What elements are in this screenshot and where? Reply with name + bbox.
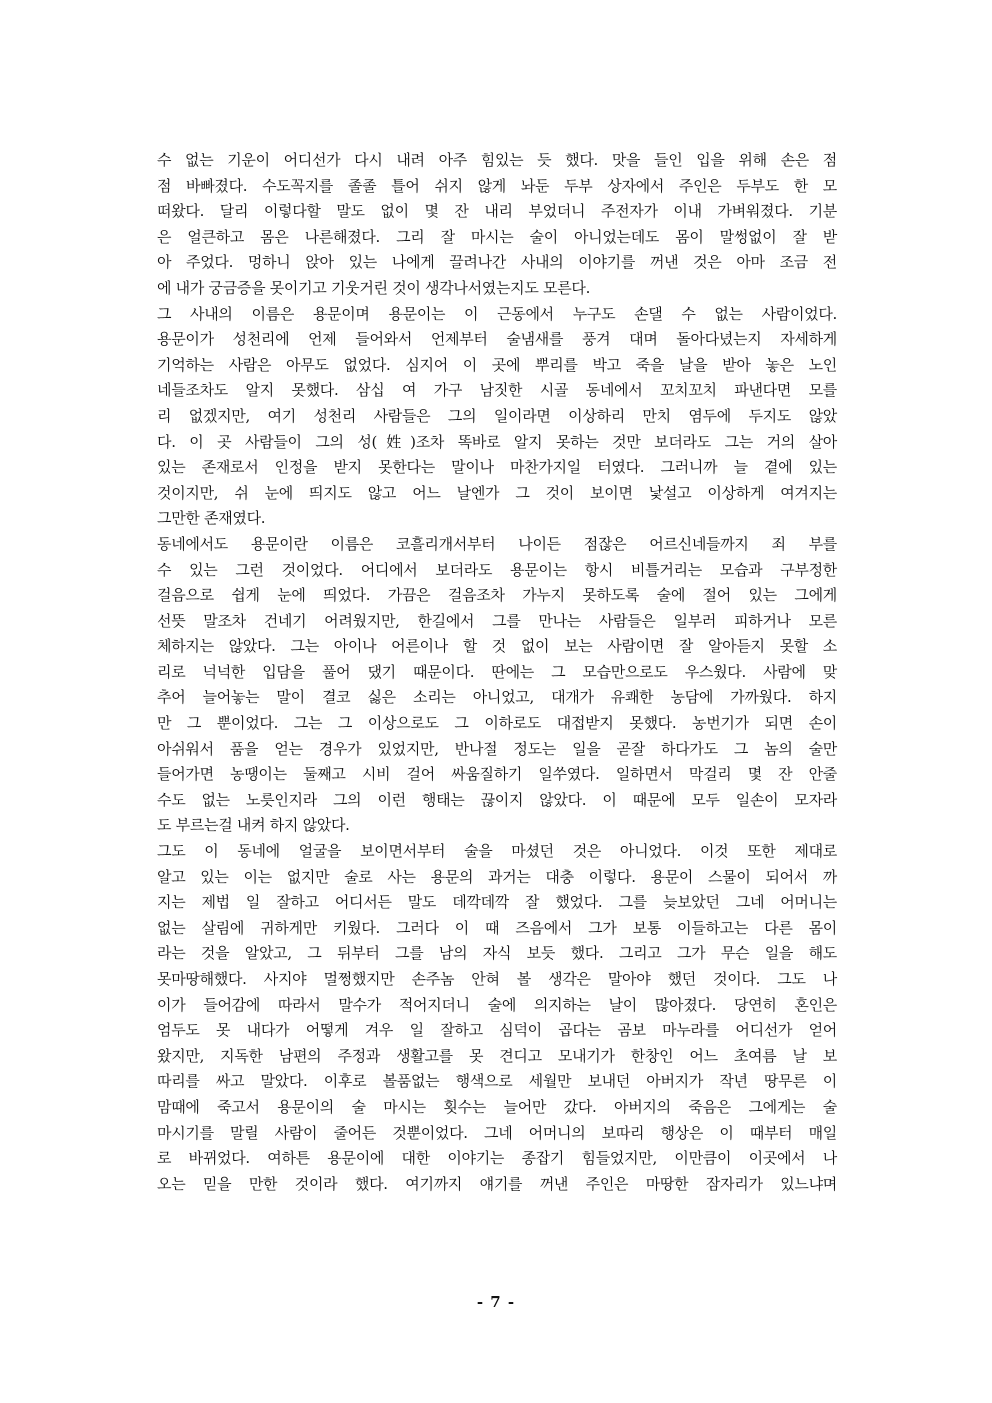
text-line: 선뜻 말조차 건네기 어려웠지만, 한길에서 그를 만나는 사람들은 일부러 피하거나 모른 xyxy=(157,611,837,630)
text-line: 추어 늘어놓는 말이 결코 싫은 소리는 아니었고, 대개가 유쾌한 농담에 가까웠다. 하지 xyxy=(157,688,837,707)
text-line: 수도 없는 노릇인지라 그의 이런 행태는 끊이지 않았다. 이 때문에 모두 일손이 모자라 xyxy=(157,790,837,809)
text-line: 수 없는 기운이 어디선가 다시 내려 아주 힘있는 듯 했다. 맛을 들인 입을 위해 손은 점 xyxy=(157,151,837,169)
text-line: 걸음으로 쉽게 눈에 띄었다. 가끔은 걸음조차 가누지 못하도록 술에 절어 있는 그에게 xyxy=(157,586,837,605)
text-line: 에 내가 궁금증을 못이기고 기웃거린 것이 생각나서였는지도 모른다. xyxy=(157,278,591,297)
text-line: 점 바빠졌다. 수도꼭지를 졸졸 틀어 쉬지 않게 놔둔 두부 상자에서 주인은 두부도 한 모 xyxy=(157,176,837,195)
text-line: 아쉬워서 품을 얻는 경우가 있었지만, 반나절 정도는 일을 곧잘 하다가도 그 놈의 술만 xyxy=(157,739,837,758)
text-line: 마시기를 말릴 사람이 줄어든 것뿐이었다. 그네 어머니의 보따리 행상은 이 때부터 매일 xyxy=(157,1123,837,1142)
text-line: 있는 존재로서 인정을 받지 못한다는 말이나 마찬가지일 터였다. 그러니까 늘 곁에 있는 xyxy=(157,458,837,477)
text-line: 기억하는 사람은 아무도 없었다. 심지어 이 곳에 뿌리를 박고 죽을 날을 받아 놓은 노인 xyxy=(157,355,837,374)
text-line: 로 바뀌었다. 여하튼 용문이에 대한 이야기는 종잡기 힘들었지만, 이만큼이 이곳에서 나 xyxy=(157,1149,837,1168)
text-line: 만 그 뿐이었다. 그는 그 이상으로도 그 이하로도 대접받지 못했다. 농번기가 되면 손이 xyxy=(157,714,837,733)
text-line: 따리를 싸고 말았다. 이후로 볼품없는 행색으로 세월만 보내던 아버지가 작년 땅무른 이 xyxy=(157,1072,837,1091)
text-line: 수 있는 그런 것이었다. 어디에서 보더라도 용문이는 항시 비틀거리는 모습과 구부정한 xyxy=(157,560,837,579)
text-line: 떠왔다. 달리 이렇다할 말도 없이 몇 잔 내리 부었더니 주전자가 이내 가벼워졌다. 기분 xyxy=(157,202,837,221)
text-line: 동네에서도 용문이란 이름은 코흘리개서부터 나이든 점잖은 어르신네들까지 죄 부를 xyxy=(157,534,837,553)
body-text xyxy=(157,148,837,1197)
text-line: 못마땅해했다. 사지야 멀쩡했지만 손주놈 안혀 볼 생각은 말아야 했던 것이다. 그도 나 xyxy=(157,970,837,988)
text-line: 것이지만, 쉬 눈에 띄지도 않고 어느 날엔가 그 것이 보이면 낯설고 이상하게 여겨지는 xyxy=(157,483,837,502)
text-line: 지는 제법 일 잘하고 어디서든 말도 데깍데깍 잘 했었다. 그를 늦보았던 그네 어머니는 xyxy=(157,893,837,912)
text-line: 왔지만, 지독한 남편의 주정과 생활고를 못 견디고 모내기가 한창인 어느 초여름 날 보 xyxy=(157,1046,837,1065)
text-line: 라는 것을 알았고, 그 뒤부터 그를 남의 자식 보듯 했다. 그리고 그가 무슨 일을 해도 xyxy=(157,944,837,963)
page-number: - 7 - xyxy=(476,1293,516,1311)
text-line: 그도 이 동네에 얼굴을 보이면서부터 술을 마셨던 것은 아니었다. 이것 또한 제대로 xyxy=(157,842,837,861)
text-line: 도 부르는걸 내켜 하지 않았다. xyxy=(157,816,350,835)
text-line: 들어가면 농땡이는 둘째고 시비 걸어 싸움질하기 일쑤였다. 일하면서 막걸리 몇 잔 안줄 xyxy=(157,765,837,784)
text-line: 리 없겠지만, 여기 성천리 사람들은 그의 일이라면 이상하리 만치 염두에 두지도 않았 xyxy=(157,406,837,425)
text-line: 이가 들어감에 따라서 말수가 적어지더니 술에 의지하는 날이 많아졌다. 당연히 혼인은 xyxy=(157,995,837,1014)
text-line: 그 사내의 이름은 용문이며 용문이는 이 근동에서 누구도 손댈 수 없는 사람이었다. xyxy=(157,304,837,323)
text-line: 다. 이 곳 사람들이 그의 성(姓)조차 똑바로 알지 못하는 것만 보더라도 그는 거의 살아 xyxy=(157,432,837,451)
text-line: 엄두도 못 내다가 어떻게 겨우 일 잘하고 심덕이 곱다는 곰보 마누라를 어디선가 얻어 xyxy=(157,1021,837,1040)
text-line: 알고 있는 이는 없지만 술로 사는 용문의 과거는 대충 이렇다. 용문이 스물이 되어서 까 xyxy=(157,867,837,886)
text-line: 은 얼큰하고 몸은 나른해졌다. 그리 잘 마시는 술이 아니었는데도 몸이 말썽없이 잘 받 xyxy=(157,227,837,246)
text-line: 없는 살림에 귀하게만 키웠다. 그러다 이 때 즈음에서 그가 보통 이들하고는 다른 몸이 xyxy=(157,918,837,937)
text-line: 용문이가 성천리에 언제 들어와서 언제부터 술냄새를 풍겨 대며 돌아다녔는지 자세하게 xyxy=(157,330,837,349)
text-line: 체하지는 않았다. 그는 아이나 어른이나 할 것 없이 보는 사람이면 잘 알아듣지 못할 소 xyxy=(157,637,837,656)
text-line: 네들조차도 알지 못했다. 삼십 여 가구 남짓한 시골 동네에서 꼬치꼬치 파낸다면 모를 xyxy=(157,381,837,400)
text-line: 맘때에 죽고서 용문이의 술 마시는 횟수는 늘어만 갔다. 아버지의 죽음은 그에게는 술 xyxy=(157,1097,837,1116)
text-line: 리로 넉넉한 입담을 풀어 댔기 때문이다. 딴에는 그 모습만으로도 우스웠다. 사람에 맞 xyxy=(157,662,837,681)
text-line: 아 주었다. 멍하니 앉아 있는 나에게 끌려나간 사내의 이야기를 꺼낸 것은 아마 조금 전 xyxy=(157,253,837,272)
text-line: 그만한 존재였다. xyxy=(157,509,266,528)
text-line: 오는 믿을 만한 것이라 했다. 여기까지 얘기를 꺼낸 주인은 마땅한 잠자리가 있느냐며 xyxy=(157,1174,837,1193)
